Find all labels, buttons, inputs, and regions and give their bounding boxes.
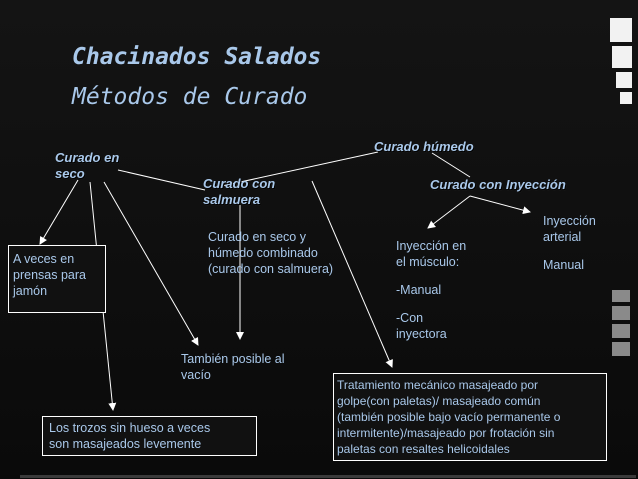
vacio-line1: También posible al [181, 352, 285, 366]
box-prensas [8, 245, 106, 313]
salmuera-desc-line1: Curado en seco y [208, 230, 306, 244]
vacio-line2: vacío [181, 368, 211, 382]
vacio-note [181, 351, 285, 383]
box-trozos [42, 416, 257, 456]
node-curado-inyeccion: Curado con Inyección [430, 177, 566, 192]
iny-arterial-line2: arterial [543, 230, 582, 244]
salmuera-description [208, 229, 333, 277]
box-tratamiento [333, 373, 607, 461]
line-seco-salmuera [118, 170, 205, 190]
arrow-inyeccion-arterial [470, 196, 530, 212]
iny-arterial-manual: Manual [543, 258, 584, 272]
prensas-line1: A veces en [13, 252, 75, 266]
tratamiento-line2: golpe(con paletas)/ masajeado común [337, 394, 541, 408]
iny-musculo-line1: Inyección en [396, 239, 467, 253]
bottom-divider [20, 475, 636, 478]
arrow-seco-prensas [40, 180, 78, 244]
node-curado-seco [55, 150, 119, 182]
slide-title: Chacinados Salados [72, 44, 322, 70]
node-curado-salmuera-line1: Curado con [203, 176, 276, 191]
salmuera-desc-line2: húmedo combinado [208, 246, 318, 260]
iny-musculo-line2: el músculo: [396, 255, 460, 269]
iny-manual: -Manual [396, 283, 442, 297]
arrow-inyeccion-musculo [428, 196, 470, 228]
iny-arterial-line1: Inyección [543, 214, 596, 228]
tratamiento-line3: (también posible bajo vacío permanente o [337, 410, 561, 424]
node-curado-salmuera-line2: salmuera [203, 192, 261, 207]
line-humedo-inyeccion [432, 153, 470, 177]
iny-con-line1: -Con [396, 311, 424, 325]
trozos-line1: Los trozos sin hueso a veces [49, 421, 211, 435]
iny-con-line2: inyectora [396, 327, 447, 341]
prensas-line2: prensas para [13, 268, 86, 282]
prensas-line3: jamón [13, 284, 48, 298]
node-curado-seco-line1: Curado en [55, 150, 120, 165]
tratamiento-line1: Tratamiento mecánico masajeado por [337, 378, 538, 392]
inyeccion-arterial [543, 213, 596, 273]
node-curado-seco-line2: seco [55, 166, 85, 181]
node-curado-salmuera [203, 176, 275, 208]
inyeccion-musculo [396, 238, 466, 342]
arrow-seco-vacio [104, 182, 198, 345]
tratamiento-line4: intermitente)/masajeado por frotación sin [337, 426, 555, 440]
salmuera-desc-line3: (curado con salmuera) [208, 262, 334, 276]
slide-subtitle: Métodos de Curado [72, 84, 308, 110]
tratamiento-line5: paletas con resaltes helicoidales [337, 442, 510, 456]
node-curado-humedo: Curado húmedo [374, 139, 474, 154]
trozos-line2: son masajeados levemente [49, 437, 202, 451]
